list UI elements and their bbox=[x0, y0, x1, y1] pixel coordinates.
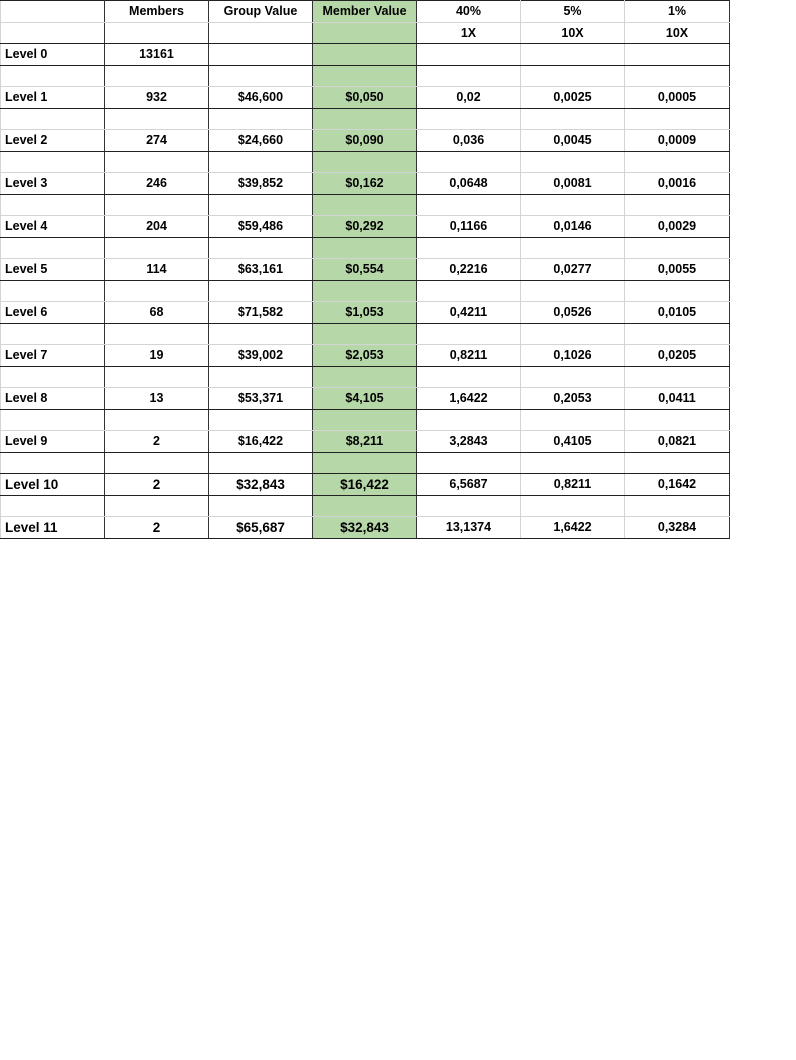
empty-cell[interactable] bbox=[521, 108, 625, 130]
spacer-row bbox=[1, 237, 730, 259]
pct-1-cell[interactable]: 0,0016 bbox=[625, 173, 730, 195]
empty-cell[interactable] bbox=[1, 366, 105, 388]
empty-cell[interactable] bbox=[313, 280, 417, 302]
member-value-cell[interactable]: $32,843 bbox=[313, 517, 417, 539]
group-value-cell[interactable]: $53,371 bbox=[209, 388, 313, 410]
empty-cell[interactable] bbox=[521, 194, 625, 216]
empty-cell[interactable] bbox=[1, 108, 105, 130]
spacer-row bbox=[1, 194, 730, 216]
empty-cell[interactable] bbox=[417, 237, 521, 259]
empty-cell[interactable] bbox=[625, 151, 730, 173]
member-value-cell[interactable] bbox=[313, 44, 417, 66]
pct-5-cell[interactable]: 0,0081 bbox=[521, 173, 625, 195]
pct-5-cell[interactable]: 0,1026 bbox=[521, 345, 625, 367]
group-value-cell[interactable]: $16,422 bbox=[209, 431, 313, 453]
level-label[interactable]: Level 11 bbox=[1, 517, 105, 539]
spacer-row bbox=[1, 151, 730, 173]
empty-cell[interactable] bbox=[521, 366, 625, 388]
empty-cell[interactable] bbox=[105, 323, 209, 345]
pct-1-cell[interactable] bbox=[625, 44, 730, 66]
pct-40-cell[interactable]: 0,8211 bbox=[417, 345, 521, 367]
group-value-cell[interactable]: $32,843 bbox=[209, 474, 313, 496]
empty-cell[interactable] bbox=[625, 65, 730, 87]
empty-cell[interactable] bbox=[1, 495, 105, 517]
pct-40-cell[interactable] bbox=[417, 44, 521, 66]
members-cell[interactable]: 274 bbox=[105, 130, 209, 152]
level-label[interactable]: Level 1 bbox=[1, 87, 105, 109]
spacer-row bbox=[1, 366, 730, 388]
pct-40-cell[interactable]: 1,6422 bbox=[417, 388, 521, 410]
spacer-row bbox=[1, 452, 730, 474]
table-row bbox=[1, 259, 730, 281]
header-group-value[interactable]: Group Value bbox=[209, 1, 313, 23]
empty-cell[interactable] bbox=[1, 65, 105, 87]
pct-1-cell[interactable]: 0,0005 bbox=[625, 87, 730, 109]
empty-cell[interactable] bbox=[417, 194, 521, 216]
group-value-cell[interactable]: $39,002 bbox=[209, 345, 313, 367]
empty-cell[interactable] bbox=[313, 495, 417, 517]
empty-cell[interactable] bbox=[313, 452, 417, 474]
multiplier-10x[interactable]: 10X bbox=[521, 22, 625, 44]
pct-1-cell[interactable]: 0,0009 bbox=[625, 130, 730, 152]
empty-cell[interactable] bbox=[105, 409, 209, 431]
pct-5-cell[interactable] bbox=[521, 44, 625, 66]
members-cell[interactable]: 932 bbox=[105, 87, 209, 109]
member-value-cell[interactable]: $8,211 bbox=[313, 431, 417, 453]
pct-1-cell[interactable]: 0,0411 bbox=[625, 388, 730, 410]
header-members[interactable]: Members bbox=[105, 1, 209, 23]
level-label[interactable]: Level 9 bbox=[1, 431, 105, 453]
empty-cell[interactable] bbox=[209, 409, 313, 431]
table-row bbox=[1, 517, 730, 539]
empty-cell[interactable] bbox=[209, 151, 313, 173]
empty-cell[interactable] bbox=[105, 237, 209, 259]
pct-40-cell[interactable]: 13,1374 bbox=[417, 517, 521, 539]
group-value-cell[interactable]: $71,582 bbox=[209, 302, 313, 324]
empty-cell[interactable] bbox=[209, 237, 313, 259]
empty-cell[interactable] bbox=[105, 280, 209, 302]
pct-40-cell[interactable]: 0,036 bbox=[417, 130, 521, 152]
pct-1-cell[interactable]: 0,0055 bbox=[625, 259, 730, 281]
empty-cell[interactable] bbox=[313, 366, 417, 388]
members-cell[interactable]: 114 bbox=[105, 259, 209, 281]
spacer-row bbox=[1, 280, 730, 302]
empty-cell[interactable] bbox=[417, 452, 521, 474]
empty-cell[interactable] bbox=[209, 280, 313, 302]
spreadsheet-table bbox=[0, 0, 730, 539]
header-pct-1[interactable]: 1% bbox=[625, 1, 730, 23]
header-blank-cell[interactable] bbox=[105, 22, 209, 44]
empty-cell[interactable] bbox=[209, 194, 313, 216]
empty-cell[interactable] bbox=[313, 108, 417, 130]
empty-cell[interactable] bbox=[417, 366, 521, 388]
level-label[interactable]: Level 0 bbox=[1, 44, 105, 66]
empty-cell[interactable] bbox=[105, 495, 209, 517]
empty-cell[interactable] bbox=[625, 495, 730, 517]
empty-cell[interactable] bbox=[1, 452, 105, 474]
table-row bbox=[1, 130, 730, 152]
empty-cell[interactable] bbox=[521, 65, 625, 87]
member-value-cell[interactable]: $0,162 bbox=[313, 173, 417, 195]
empty-cell[interactable] bbox=[521, 323, 625, 345]
empty-cell[interactable] bbox=[417, 151, 521, 173]
empty-cell[interactable] bbox=[625, 323, 730, 345]
empty-cell[interactable] bbox=[313, 194, 417, 216]
table-row bbox=[1, 302, 730, 324]
level-label[interactable]: Level 4 bbox=[1, 216, 105, 238]
pct-1-cell[interactable]: 0,0029 bbox=[625, 216, 730, 238]
pct-40-cell[interactable]: 3,2843 bbox=[417, 431, 521, 453]
pct-1-cell[interactable]: 0,3284 bbox=[625, 517, 730, 539]
members-cell[interactable]: 68 bbox=[105, 302, 209, 324]
empty-cell[interactable] bbox=[417, 495, 521, 517]
empty-cell[interactable] bbox=[209, 495, 313, 517]
group-value-cell[interactable] bbox=[209, 44, 313, 66]
pct-1-cell[interactable]: 0,1642 bbox=[625, 474, 730, 496]
empty-cell[interactable] bbox=[625, 194, 730, 216]
members-cell[interactable]: 2 bbox=[105, 517, 209, 539]
pct-40-cell[interactable]: 0,2216 bbox=[417, 259, 521, 281]
table-row bbox=[1, 44, 730, 66]
level-label[interactable]: Level 8 bbox=[1, 388, 105, 410]
table-row bbox=[1, 87, 730, 109]
pct-5-cell[interactable]: 0,0526 bbox=[521, 302, 625, 324]
table-row bbox=[1, 173, 730, 195]
empty-cell[interactable] bbox=[1, 194, 105, 216]
empty-cell[interactable] bbox=[105, 194, 209, 216]
empty-cell[interactable] bbox=[417, 108, 521, 130]
empty-cell[interactable] bbox=[1, 237, 105, 259]
empty-cell[interactable] bbox=[105, 151, 209, 173]
table-row bbox=[1, 216, 730, 238]
level-label[interactable]: Level 7 bbox=[1, 345, 105, 367]
level-label[interactable]: Level 2 bbox=[1, 130, 105, 152]
empty-cell[interactable] bbox=[209, 452, 313, 474]
empty-cell[interactable] bbox=[1, 151, 105, 173]
pct-5-cell[interactable]: 0,0025 bbox=[521, 87, 625, 109]
table-row bbox=[1, 345, 730, 367]
pct-5-cell[interactable]: 0,8211 bbox=[521, 474, 625, 496]
members-cell[interactable]: 2 bbox=[105, 431, 209, 453]
empty-cell[interactable] bbox=[209, 108, 313, 130]
empty-cell[interactable] bbox=[1, 409, 105, 431]
pct-40-cell[interactable]: 0,02 bbox=[417, 87, 521, 109]
pct-1-cell[interactable]: 0,0205 bbox=[625, 345, 730, 367]
empty-cell[interactable] bbox=[105, 65, 209, 87]
header-pct-40[interactable]: 40% bbox=[417, 1, 521, 23]
empty-cell[interactable] bbox=[313, 65, 417, 87]
header-pct-5[interactable]: 5% bbox=[521, 1, 625, 23]
empty-cell[interactable] bbox=[625, 366, 730, 388]
empty-cell[interactable] bbox=[625, 237, 730, 259]
header-member-value[interactable]: Member Value bbox=[313, 1, 417, 23]
pct-40-cell[interactable]: 0,0648 bbox=[417, 173, 521, 195]
pct-1-cell[interactable]: 0,0821 bbox=[625, 431, 730, 453]
group-value-cell[interactable]: $39,852 bbox=[209, 173, 313, 195]
spacer-row bbox=[1, 495, 730, 517]
empty-cell[interactable] bbox=[313, 409, 417, 431]
level-label[interactable]: Level 3 bbox=[1, 173, 105, 195]
empty-cell[interactable] bbox=[625, 280, 730, 302]
table-row bbox=[1, 431, 730, 453]
members-cell[interactable]: 204 bbox=[105, 216, 209, 238]
empty-cell[interactable] bbox=[209, 65, 313, 87]
empty-cell[interactable] bbox=[105, 366, 209, 388]
empty-cell[interactable] bbox=[313, 151, 417, 173]
level-label[interactable]: Level 5 bbox=[1, 259, 105, 281]
members-cell[interactable]: 19 bbox=[105, 345, 209, 367]
pct-5-cell[interactable]: 0,0045 bbox=[521, 130, 625, 152]
multiplier-1x[interactable]: 1X bbox=[417, 22, 521, 44]
member-value-cell[interactable]: $0,554 bbox=[313, 259, 417, 281]
pct-1-cell[interactable]: 0,0105 bbox=[625, 302, 730, 324]
pct-5-cell[interactable]: 0,2053 bbox=[521, 388, 625, 410]
empty-cell[interactable] bbox=[105, 452, 209, 474]
table-row bbox=[1, 474, 730, 496]
empty-cell[interactable] bbox=[417, 409, 521, 431]
table-row bbox=[1, 388, 730, 410]
empty-cell[interactable] bbox=[209, 366, 313, 388]
spacer-row bbox=[1, 108, 730, 130]
group-value-cell[interactable]: $65,687 bbox=[209, 517, 313, 539]
header-corner-cell[interactable] bbox=[1, 1, 105, 23]
empty-cell[interactable] bbox=[313, 237, 417, 259]
empty-cell[interactable] bbox=[521, 452, 625, 474]
header-multiplier-row bbox=[1, 22, 730, 44]
pct-40-cell[interactable]: 0,4211 bbox=[417, 302, 521, 324]
group-value-cell[interactable]: $46,600 bbox=[209, 87, 313, 109]
member-value-cell[interactable]: $4,105 bbox=[313, 388, 417, 410]
multiplier-10x[interactable]: 10X bbox=[625, 22, 730, 44]
empty-cell[interactable] bbox=[417, 323, 521, 345]
empty-cell[interactable] bbox=[313, 323, 417, 345]
empty-cell[interactable] bbox=[625, 452, 730, 474]
pct-5-cell[interactable]: 0,4105 bbox=[521, 431, 625, 453]
header-blank-cell[interactable] bbox=[1, 22, 105, 44]
pct-5-cell[interactable]: 0,0277 bbox=[521, 259, 625, 281]
spacer-row bbox=[1, 323, 730, 345]
empty-cell[interactable] bbox=[417, 280, 521, 302]
empty-cell[interactable] bbox=[1, 280, 105, 302]
level-label[interactable]: Level 10 bbox=[1, 474, 105, 496]
members-cell[interactable]: 13161 bbox=[105, 44, 209, 66]
empty-cell[interactable] bbox=[105, 108, 209, 130]
empty-cell[interactable] bbox=[521, 237, 625, 259]
pct-40-cell[interactable]: 0,1166 bbox=[417, 216, 521, 238]
empty-cell[interactable] bbox=[521, 409, 625, 431]
header-blank-cell[interactable] bbox=[313, 22, 417, 44]
pct-40-cell[interactable]: 6,5687 bbox=[417, 474, 521, 496]
member-value-cell[interactable]: $1,053 bbox=[313, 302, 417, 324]
group-value-cell[interactable]: $24,660 bbox=[209, 130, 313, 152]
group-value-cell[interactable]: $63,161 bbox=[209, 259, 313, 281]
member-value-cell[interactable]: $0,090 bbox=[313, 130, 417, 152]
empty-cell[interactable] bbox=[1, 323, 105, 345]
empty-cell[interactable] bbox=[625, 409, 730, 431]
empty-cell[interactable] bbox=[521, 495, 625, 517]
empty-cell[interactable] bbox=[209, 323, 313, 345]
members-cell[interactable]: 2 bbox=[105, 474, 209, 496]
pct-5-cell[interactable]: 0,0146 bbox=[521, 216, 625, 238]
level-label[interactable]: Level 6 bbox=[1, 302, 105, 324]
spacer-row bbox=[1, 409, 730, 431]
empty-cell[interactable] bbox=[521, 151, 625, 173]
member-value-cell[interactable]: $0,050 bbox=[313, 87, 417, 109]
empty-cell[interactable] bbox=[625, 108, 730, 130]
member-value-cell[interactable]: $2,053 bbox=[313, 345, 417, 367]
spacer-row bbox=[1, 65, 730, 87]
header-row bbox=[1, 1, 730, 23]
empty-cell[interactable] bbox=[521, 280, 625, 302]
members-cell[interactable]: 13 bbox=[105, 388, 209, 410]
member-value-cell[interactable]: $16,422 bbox=[313, 474, 417, 496]
empty-cell[interactable] bbox=[417, 65, 521, 87]
pct-5-cell[interactable]: 1,6422 bbox=[521, 517, 625, 539]
group-value-cell[interactable]: $59,486 bbox=[209, 216, 313, 238]
member-value-cell[interactable]: $0,292 bbox=[313, 216, 417, 238]
header-blank-cell[interactable] bbox=[209, 22, 313, 44]
members-cell[interactable]: 246 bbox=[105, 173, 209, 195]
